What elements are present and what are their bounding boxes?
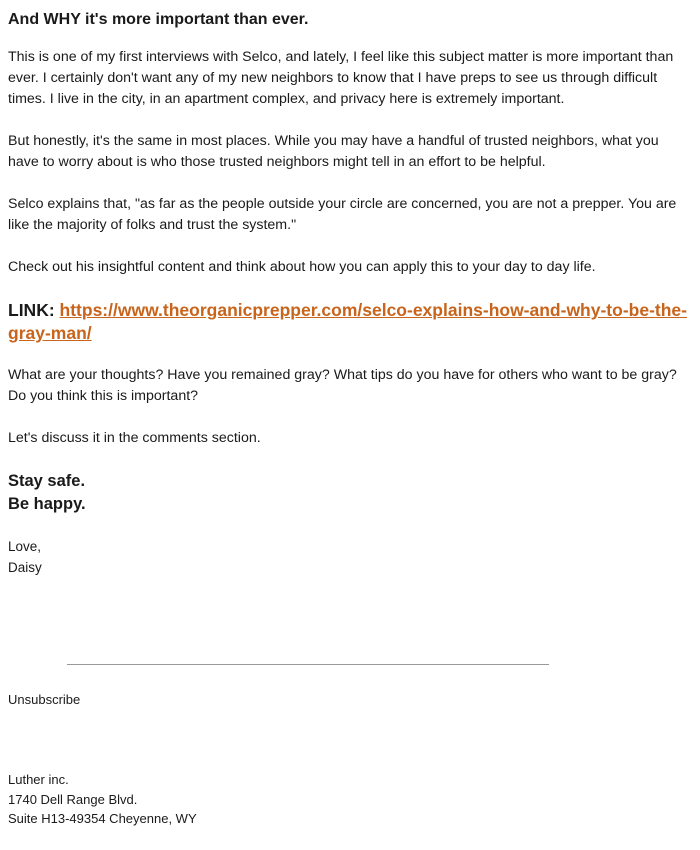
email-body [8,10,692,578]
link-label: LINK: [8,300,55,320]
unsubscribe-link[interactable]: Unsubscribe [8,692,81,707]
address-street: 1740 Dell Range Blvd. [8,791,138,807]
paragraph-check-out: Check out his insightful content and think about how you can apply this to your day to day life. [8,259,596,275]
address-suite: Suite H13-49354 Cheyenne, WY [8,811,197,826]
paragraph-selco-quote: Selco explains that, "as far as the people outside your circle are concerned, you are not a prepper. You are like the majority of folks and trust the system." [8,196,677,233]
paragraph-discuss: Let's discuss it in the comments section. [8,430,261,446]
paragraph-neighbors: But honestly, it's the same in most places. While you may have a handful of trusted neighbors, what you have to worry about is who those trusted neighbors might tell in an effort to be helpful. [8,133,659,170]
address-company: Luther inc. [8,772,69,787]
link-line [8,299,692,345]
signoff [8,470,692,516]
signoff-line-2: Be happy. [8,495,86,513]
footer-address [8,770,197,829]
closing-line-1: Love, [8,539,42,554]
paragraph-questions: What are your thoughts? Have you remained gray? What tips do you have for others who want to be gray? Do you think this is important? [8,367,677,404]
paragraph-intro: This is one of my first interviews with Selco, and lately, I feel like this subject matter is more important than ever. I certainly don't want any of my new neighbors to know that I have preps to see us through difficult times. I live in the city, in an apartment complex, and privacy here is extremely important. [8,49,674,107]
closing [8,536,692,578]
article-link[interactable]: https://www.theorganicprepper.com/selco-explains-how-and-why-to-be-the-gray-man/ [8,300,687,343]
footer-divider [67,664,549,665]
email-heading: And WHY it's more important than ever. [8,11,309,28]
signoff-line-1: Stay safe. [8,472,86,490]
signature-name: Daisy [8,560,42,575]
